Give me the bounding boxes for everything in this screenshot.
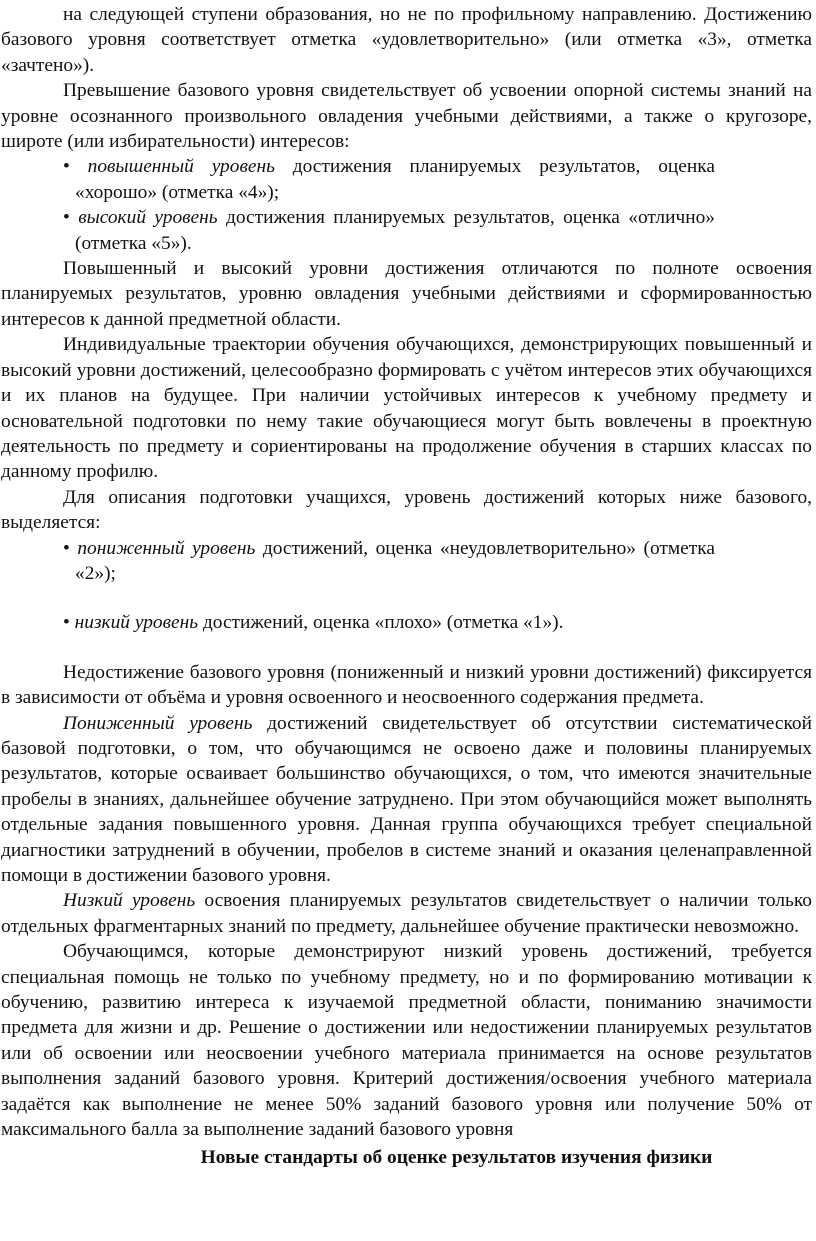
bullet-marker: • (63, 156, 70, 178)
spacer (1, 586, 812, 610)
term-lowered-level: пониженный уровень (77, 537, 256, 559)
bullet-text: достижения планируемых результатов, оценка «хорошо» (отметка «4»); (75, 156, 715, 203)
bullet-text: достижений, оценка «неудовлетворительно» (отметка «2»); (75, 537, 715, 584)
bullet-text: достижений, оценка «плохо» (отметка «1»). (198, 612, 564, 634)
term-low-level-inline: Низкий уровень (63, 890, 196, 912)
bullet-high-level (63, 205, 715, 256)
term-high-level: высокий уровень (78, 207, 218, 229)
paragraph-text: освоения планируемых результатов свидетельствует о наличии только отдельных фрагментарных знаний по предмету, дальнейшее обучение практически невозможно. (1, 890, 813, 937)
paragraph-low-level (1, 888, 812, 939)
term-lowered-level-inline: Пониженный уровень (63, 712, 253, 734)
paragraph-difference: Повышенный и высокий уровни достижения отличаются по полноте освоения планируемых результатов, уровню овладения учебными действиями и сформированностью интересов к данной предметной области. (1, 258, 812, 330)
bullet-raised-level (63, 154, 715, 205)
spacer (1, 636, 812, 660)
term-low-level: низкий уровень (74, 612, 199, 634)
bullet-marker: • (63, 612, 70, 634)
paragraph-below-basic: Для описания подготовки учащихся, уровень достижений которых ниже базового, выделяется: (1, 486, 812, 534)
paragraph-help-criteria: Обучающимся, которые демонстрируют низкий уровень достижений, требуется специальная помощь не только по учебному предмету, но и по формированию мотивации к обучению, развитию интереса к изучаемой предметной области, пониманию значимости предмета для жизни и др. Решение о достижении или недостижении планируемых результатов или об освоении или неосвоении учебного материала принимается на основе результатов выполнения заданий базового уровня. Критерий достижения/освоения учебного материала задаётся как выполнение не менее 50% заданий базового уровня или получение 50% от максимального балла за выполнение заданий базового уровня (1, 941, 812, 1141)
bullet-marker: • (63, 537, 70, 559)
paragraph-non-achievement: Недостижение базового уровня (пониженный и низкий уровни достижений) фиксируется в зависимости от объёма и уровня освоенного и неосвоенного содержания предмета. (1, 661, 812, 709)
paragraph-text: достижений свидетельствует об отсутствии систематической базовой подготовки, о том, что обучающимся не освоено даже и половины планируемых результатов, которые осваивает большинство обучающихся, о том, что имеются значительные пробелы в знаниях, дальнейшее обучение затруднено. При этом обучающийся может выполнять отдельные задания повышенного уровня. Данная группа обучающихся требует специальной диагностики затруднений в обучении, пробелов в системе знаний и оказания целенаправленной помощи в достижении базового уровня. (1, 712, 812, 886)
paragraph-lowered-level (1, 711, 812, 889)
bullet-lowered-level (63, 536, 715, 587)
section-heading: Новые стандарты об оценке результатов изучения физики (200, 1147, 713, 1169)
bullet-text: достижения планируемых результатов, оценка «отлично» (отметка «5»). (75, 207, 715, 254)
bullet-low-level (63, 610, 812, 635)
paragraph-trajectories: Индивидуальные траектории обучения обучающихся, демонстрирующих повышенный и высокий уровни достижений, целесообразно формировать с учётом интересов этих обучающихся и их планов на будущее. При наличии устойчивых интересов к учебному предмету и основательной подготовки по нему такие обучающиеся могут быть вовлечены в проектную деятельность по предмету и сориентированы на продолжение обучения в старших классах по данному профилю. (1, 334, 812, 483)
paragraph-basic-level: на следующей ступени образования, но не по профильному направлению. Достижению базового уровня соответствует отметка «удовлетворительно» (или отметка «3», отметка «зачтено»). (1, 4, 812, 76)
term-raised-level: повышенный уровень (87, 156, 275, 178)
paragraph-above-basic: Превышение базового уровня свидетельствует об усвоении опорной системы знаний на уровне осознанного произвольного овладения учебными действиями, а также о кругозоре, широте (или избирательности) интересов: (1, 80, 812, 153)
bullet-marker: • (63, 207, 70, 229)
